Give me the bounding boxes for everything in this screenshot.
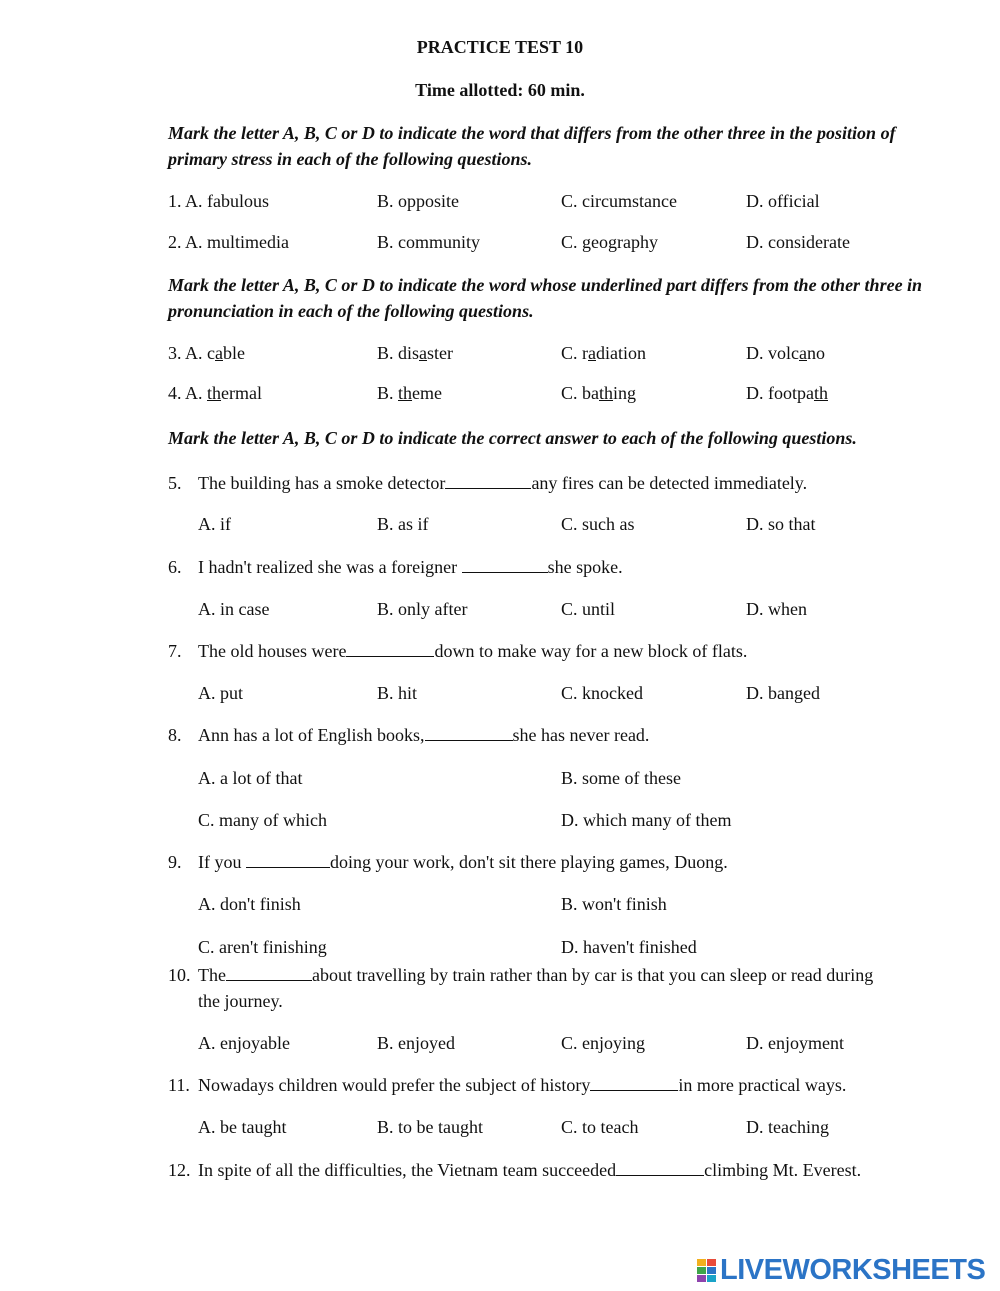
- q9-stem: If you doing your work, don't sit there playing games, Duong.: [198, 852, 728, 872]
- answer-blank[interactable]: [445, 472, 531, 489]
- q2-option-d: D. considerate: [746, 232, 850, 252]
- q4-option-d: D. footpath: [746, 383, 828, 403]
- q9-option-b: B. won't finish: [561, 894, 667, 914]
- underlined-part: a: [419, 343, 428, 363]
- q7-stem: The old houses were down to make way for a new block of flats.: [198, 641, 748, 661]
- q10-stem: The about travelling by train rather than by car is that you can sleep or read during: [198, 965, 874, 985]
- q6-option-b: B. only after: [377, 599, 468, 619]
- q7-number: 7.: [168, 641, 182, 661]
- q6-option-a: A. in case: [198, 599, 270, 619]
- q5-option-d: D. so that: [746, 514, 816, 534]
- answer-blank[interactable]: [590, 1074, 678, 1091]
- q7-option-a: A. put: [198, 683, 243, 703]
- answer-blank[interactable]: [616, 1159, 704, 1176]
- logo-square: [697, 1259, 706, 1266]
- q11-number: 11.: [168, 1075, 190, 1095]
- page-title: PRACTICE TEST 10: [416, 37, 584, 57]
- underlined-part: a: [799, 343, 807, 363]
- q12-stem: In spite of all the difficulties, the Vietnam team succeeded climbing Mt. Everest.: [198, 1160, 862, 1180]
- q10-option-b: B. enjoyed: [377, 1033, 455, 1053]
- q5-number: 5.: [168, 473, 182, 493]
- q11-option-a: A. be taught: [198, 1117, 287, 1137]
- logo-mark-icon: [697, 1259, 716, 1282]
- q3-option-a: 3. A. cable: [168, 343, 245, 363]
- q8-stem: Ann has a lot of English books, she has never read.: [198, 725, 650, 745]
- section-grammar-instruction: Mark the letter A, B, C or D to indicate the correct answer to each of the following questions.: [168, 428, 857, 448]
- q11-option-d: D. teaching: [746, 1117, 829, 1137]
- q4-option-a: 4. A. thermal: [168, 383, 263, 403]
- answer-blank[interactable]: [346, 640, 434, 657]
- q1-option-d: D. official: [746, 191, 820, 211]
- q11-stem: Nowadays children would prefer the subject of history in more practical ways.: [198, 1075, 847, 1095]
- logo-square: [707, 1259, 716, 1266]
- q10-option-a: A. enjoyable: [198, 1033, 290, 1053]
- q5-stem: The building has a smoke detector any fires can be detected immediately.: [198, 473, 808, 493]
- q7-option-c: C. knocked: [561, 683, 643, 703]
- answer-blank[interactable]: [246, 851, 330, 868]
- answer-blank[interactable]: [226, 964, 312, 981]
- underlined-part: a: [215, 343, 223, 363]
- q5-option-b: B. as if: [377, 514, 429, 534]
- answer-blank[interactable]: [425, 724, 513, 741]
- time-allotted: Time allotted: 60 min.: [415, 80, 585, 100]
- q8-number: 8.: [168, 725, 182, 745]
- q1-option-c: C. circumstance: [561, 191, 677, 211]
- q6-option-c: C. until: [561, 599, 616, 619]
- q5-option-c: C. such as: [561, 514, 635, 534]
- underlined-part: th: [599, 383, 614, 403]
- underlined-part: th: [813, 383, 828, 403]
- q12-number: 12.: [168, 1160, 191, 1180]
- q6-stem: I hadn't realized she was a foreigner she spoke.: [198, 557, 623, 577]
- q9-number: 9.: [168, 852, 182, 872]
- q2-option-b: B. community: [377, 232, 480, 252]
- section-stress-instruction: Mark the letter A, B, C or D to indicate the word that differs from the other three in the position of primary stress in each of the following questions.: [168, 123, 896, 169]
- q8-option-d: D. which many of them: [561, 810, 732, 830]
- q9-option-d: D. haven't finished: [561, 937, 697, 957]
- q4-option-b: B. theme: [377, 383, 443, 403]
- q8-option-a: A. a lot of that: [198, 768, 303, 788]
- q2-option-a: 2. A. multimedia: [168, 232, 289, 252]
- liveworksheets-logo[interactable]: [697, 1253, 985, 1287]
- q10-option-d: D. enjoyment: [746, 1033, 844, 1053]
- underlined-part: a: [588, 343, 596, 363]
- q2-option-c: C. geography: [561, 232, 658, 252]
- q11-option-b: B. to be taught: [377, 1117, 483, 1137]
- logo-square: [707, 1275, 716, 1282]
- q6-number: 6.: [168, 557, 182, 577]
- q8-option-b: B. some of these: [561, 768, 681, 788]
- q5-option-a: A. if: [198, 514, 231, 534]
- q7-option-d: D. banged: [746, 683, 820, 703]
- q10-option-c: C. enjoying: [561, 1033, 645, 1053]
- logo-square: [697, 1275, 706, 1282]
- section-pronunciation-instruction: Mark the letter A, B, C or D to indicate the word whose underlined part differs from the other three in pronunciation in each of the following questions.: [168, 275, 923, 321]
- underlined-part: th: [207, 383, 222, 403]
- q10-stem-continued: the journey.: [198, 991, 283, 1011]
- q6-option-d: D. when: [746, 599, 807, 619]
- underlined-part: th: [398, 383, 413, 403]
- brand-name: LIVEWORKSHEETS: [720, 1253, 986, 1286]
- q11-option-c: C. to teach: [561, 1117, 639, 1137]
- q8-option-c: C. many of which: [198, 810, 327, 830]
- q4-option-c: C. bathing: [561, 383, 637, 403]
- logo-square: [697, 1267, 706, 1274]
- q1-option-b: B. opposite: [377, 191, 460, 211]
- answer-blank[interactable]: [462, 556, 548, 573]
- q9-option-a: A. don't finish: [198, 894, 301, 914]
- q3-option-d: D. volcano: [746, 343, 825, 363]
- q3-option-c: C. radiation: [561, 343, 646, 363]
- q3-option-b: B. disaster: [377, 343, 454, 363]
- q9-option-c: C. aren't finishing: [198, 937, 327, 957]
- q1-option-a: 1. A. fabulous: [168, 191, 269, 211]
- q7-option-b: B. hit: [377, 683, 418, 703]
- q10-number: 10.: [168, 965, 191, 985]
- logo-square: [707, 1267, 716, 1274]
